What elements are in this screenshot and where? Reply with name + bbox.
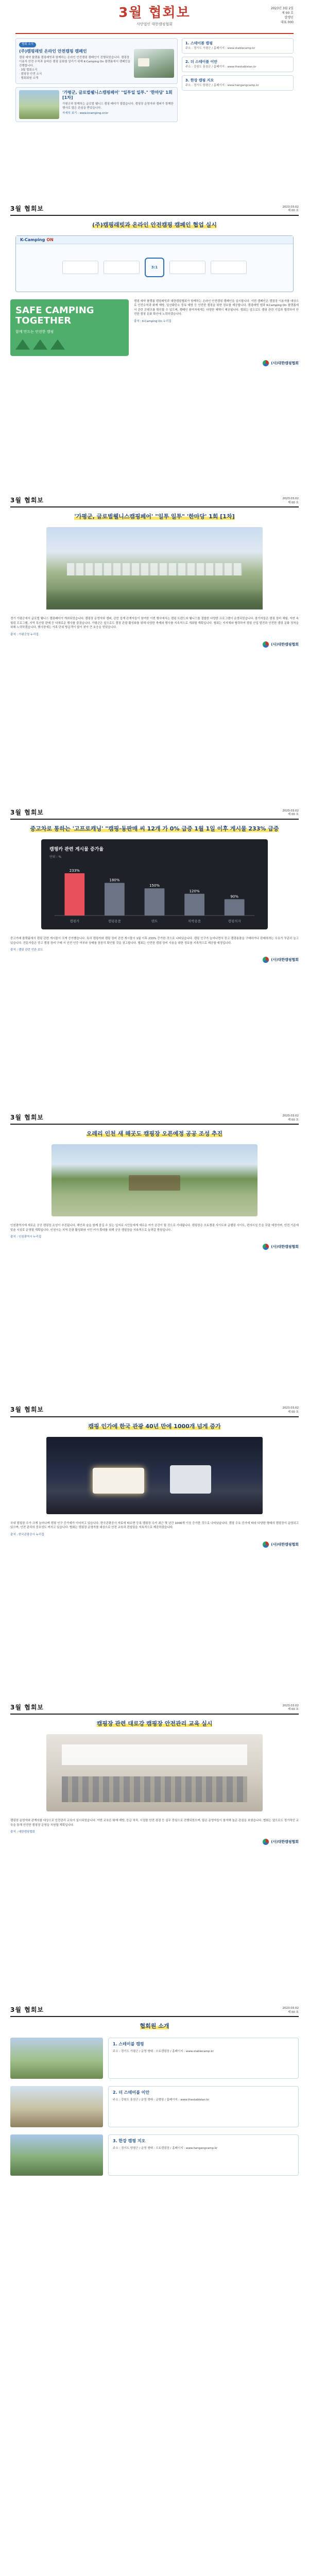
article-section [0,1107,309,1250]
chart-category-label: 차박용품 [188,919,201,923]
org-logo-icon [263,1244,269,1250]
article-section [0,1399,309,1547]
section-label: 3월 협회보 [10,1114,44,1122]
article-headline: 중고차로 통하는 '고프로캐닝' "캠핑·동판매 씨 12개 가 0% 급증 1월 1일 이후 게시물 233% 급증 [30,825,279,833]
section-label: 3월 협회보 [10,2006,44,2014]
article-section [0,1697,309,1845]
article-body: 국내 캠핑장 수가 크게 늘어나며 캠핑 인구 증가세가 이어지고 있습니다. 한국관광공사 자료에 따르면 등록 캠핑장 수가 최근 몇 년간 1000개 이상 증가한 것으로 나타났습니다. 캠핑 수요 증가에 따라 다양한 형태의 캠핑장이 운영되고 있으며, 안전 관리의 중요성도 커지고 있습니다. 협회는 캠핑장 운영자를 대상으로 안전 교육과 컨설팅을 지속적으로 제공하겠습니다. [10,1521,299,1530]
cover [0,0,309,126]
article-headline: 오레리 인천 새 해곳도 캠핑장 오픈예정 공공 조성 추진 [86,1130,223,1138]
org-logo-icon [263,957,269,963]
org-logo-icon [263,641,269,648]
divider [10,1714,299,1715]
campaign-badge: 3:1 [145,258,164,277]
table-of-contents [15,34,294,126]
newsletter-title: 3월 협회보 [118,5,191,21]
chart-data-label: 180% [109,878,120,883]
chart-data-label: 120% [189,889,200,893]
chart-data-label: 150% [149,884,160,888]
tent-icon [50,340,65,350]
publisher-name: 사단법인 대한캠핑협회 [136,22,173,26]
org-logo-icon [263,1839,269,1845]
section-meta: 2023.03.02 제 00 호 [282,1704,299,1711]
section-label: 3월 협회보 [10,1406,44,1414]
member-row [10,2038,299,2079]
chart-data-label: 233% [69,868,80,873]
article-body: 캠핑 예약 플랫폼 캠핑래빗과 대한캠핑협회가 함께하는 온라인 안전캠핑 캠페인을 실시합니다. 이번 캠페인은 캠핑장 이용자를 대상으로 안전수칙과 화재 예방, 일산화탄소 중독 예방 등 안전한 캠핑을 위한 정보를 제공합니다. 캠핑래빗 앱과 K-Camping On 플랫폼에서 관련 콘텐츠를 확인할 수 있으며, 캠페인 참여자에게는 다양한 혜택이 제공됩니다. 협회는 앞으로도 캠핑 관련 기업과 협력하여 안전한 캠핑 문화 확산에 노력하겠습니다. [134,299,299,316]
fair-thumbnail [19,90,59,119]
article-source[interactable]: 출처 : 가평군청 누리집 [10,633,39,636]
article-section [0,490,309,648]
member-summary-card[interactable]: 1. 스테이블 캠핑 주소 : 경기도 가평군 / 홈페이지 : www.stablecamp.kr [182,38,294,54]
chart-data-label: 90% [230,894,238,899]
divider [10,1124,299,1125]
growth-chart [41,839,268,929]
org-logo: (사)대한캠핑협회 [10,360,299,366]
member-photo [10,2134,103,2176]
campervan-photo [46,1437,263,1514]
divider [10,2016,299,2017]
issue-meta: 2023년 3월 2일 제 00 호 발행인 대표 000 [270,7,294,24]
article-body: 중고거래 플랫폼에서 캠핑 관련 게시물이 크게 증가했습니다. 특히 캠핑카와 캠핑 장비 관련 게시물이 1월 이후 233% 증가한 것으로 나타났습니다. 캠핑 인구가 늘어나면서 중고 캠핑용품을 구매하거나 판매하려는 수요가 꾸준히 늘고 있습니다. 전문가들은 중고 캠핑 장비 구매 시 안전 인증 여부와 상태를 꼼꼼히 확인할 것을 권고합니다. 협회는 안전한 캠핑 장비 사용을 위한 정보를 지속적으로 제공할 예정입니다. [10,937,299,945]
org-logo: (사)대한캠핑협회 [10,957,299,963]
campsite-photo [52,1144,258,1216]
member-photo [10,2038,103,2079]
divider [10,215,299,216]
section-meta: 2023.03.02 제 00 호 [282,1114,299,1122]
section-label: 3월 협회보 [10,1703,44,1711]
training-photo [46,1734,263,1811]
article-source[interactable]: 출처 : 대한캠핑협회 [10,1831,35,1834]
article-body: 경기 가평군에서 글로벌 웰니스 캠핑페어가 개최되었습니다. 캠핑장 운영자와 캠퍼, 관련 업계 관계자들이 참여한 이번 행사에서는 캠핑 트렌드와 웰니스를 결합한 다양한 프로그램이 운영되었습니다. 참가자들은 캠핑 장비 체험, 자연 속 힐링 프로그램, 지역 특산물 판매 등 다채로운 행사를 즐겼습니다. 가평군은 앞으로도 캠핑 관광 활성화를 위해 다양한 축제와 행사를 지속적으로 개최할 계획입니다. 협회는 지자체와 협력하여 캠핑 산업 발전과 안전한 캠핑 문화 정착을 위해 노력하겠습니다. 행사장에는 가족 단위 방문객이 많이 찾아 큰 호응을 얻었습니다. [10,617,299,630]
tent-icon [15,340,30,350]
article-headline: 협회원 소개 [140,2023,169,2030]
member-summary-card[interactable]: 2. 더 스테이블 이안 주소 : 강원도 홍천군 / 홈페이지 : www.thestableian.kr [182,57,294,72]
chart-category-label: 캠핑의자 [228,919,241,923]
divider [10,506,299,507]
article-section [0,802,309,963]
chart-bar [225,899,245,916]
article-headline: 캠핑장 관련 대로강 캠핑장 안전관리 교육 실시 [96,1720,213,1727]
divider [10,1416,299,1417]
member-row [10,2086,299,2127]
toc-item[interactable]: 협회 소식 (주)캠핑래빗 온라인 안전캠핑 캠페인 캠핑 예약 플랫폼 캠핑래빗과 함께하는 온라인 안전캠핑 캠페인이 진행되었습니다. 캠핑장 이용자 안전 수칙과 올바른 캠핑 문화를 알리기 위해 K-Camping On 플랫폼에서 캠페인을 진행합니다. · 3월 협회소식 · 캠핑장 안전 소식 · 협회회원 소개 [15,38,178,84]
member-card[interactable]: 3. 한강 캠핑 지오 주소 : 경기도 양평군 / 운영 형태 : 오토캠핑장 / 홈페이지 : www.hangangcamp.kr [108,2134,299,2176]
toc-title: '가평군, 글로벌웰니스캠핑페어' "일투일 일투." '한마당' 1회 [1차] [62,90,173,100]
section-meta: 2023.03.02 제 00 호 [282,809,299,817]
chart-bar [145,888,165,916]
section-label: 3월 협회보 [10,496,44,504]
article-source[interactable]: 출처 : 캠핑 관련 언론 보도 [10,948,43,952]
article-source[interactable]: 출처 : K-Camping On 누리집 [134,319,171,323]
toc-title: (주)캠핑래빗 온라인 안전캠핑 캠페인 [19,48,87,54]
org-logo-icon [263,360,269,366]
member-photo [10,2086,103,2127]
article-source[interactable]: 출처 : 인천광역시 누리집 [10,1235,42,1239]
org-logo: (사)대한캠핑협회 [10,1541,299,1548]
article-source[interactable]: 출처 : 한국관광공사 누리집 [10,1533,44,1536]
member-card[interactable]: 2. 더 스테이블 이안 주소 : 강원도 홍천군 / 운영 형태 : 글램핑 / 홈페이지 : www.thestableian.kr [108,2086,299,2127]
chart-category-label: 캠핑용품 [108,919,121,923]
member-row [10,2134,299,2176]
org-logo-icon [263,1541,269,1548]
campaign-thumbnail [134,49,174,78]
member-section [0,1999,309,2176]
campaign-poster: SAFE CAMPING TOGETHER 함께 만드는 안전한 캠핑 [10,299,129,356]
chart-bar [184,894,204,916]
divider [10,819,299,820]
member-card[interactable]: 1. 스테이블 캠핑 주소 : 경기도 가평군 / 운영 형태 : 오토캠핑장 / 홈페이지 : www.stablecamp.kr [108,2038,299,2079]
org-logo: (사)대한캠핑협회 [10,641,299,648]
toc-item[interactable] [15,87,178,122]
chart-bar [105,883,125,915]
toc-label: 협회 소식 [19,42,36,47]
org-logo: (사)대한캠핑협회 [10,1244,299,1250]
section-label: 3월 협회보 [10,808,44,816]
chart-title: 캠핑카 관련 게시물 증가율 [49,847,104,853]
campaign-screenshot: K-Camping ON 3:1 [15,235,294,292]
fair-photo [46,527,263,609]
chart-category-label: 텐트 [151,919,158,923]
article-section [0,198,309,366]
bar-chart-svg [49,863,260,925]
section-meta: 2023.03.02 제 00 호 [282,2007,299,2014]
chart-unit: 단위 : % [49,855,62,859]
chart-category-label: 캠핑카 [70,919,80,923]
org-logo: (사)대한캠핑협회 [10,1839,299,1845]
article-headline: 캠핑 인가에 한국 관광 40년 만에 1000개 넘게 증가 [88,1422,221,1430]
section-meta: 2023.03.02 제 00 호 [282,1406,299,1414]
article-body: 캠핑장 운영자와 관계자를 대상으로 안전관리 교육이 실시되었습니다. 이번 교육은 화재 예방, 응급 처치, 시설물 안전 점검 등 실무 중심으로 진행되었으며, 많은 운영자들이 참석해 높은 관심을 보였습니다. 협회는 앞으로도 정기적인 교육을 통해 안전한 캠핑장 운영을 지원할 계획입니다. [10,1819,299,1827]
section-label: 3월 협회보 [10,205,44,212]
chart-bar [64,873,84,916]
article-body: 인천광역시에 새로운 공공 캠핑장 조성이 추진됩니다. 해안과 숲을 함께 즐길 수 있는 입지로 시민들에게 새로운 여가 공간이 될 것으로 기대됩니다. 캠핑장은 오토캠핑 사이트와 글램핑 사이트, 편의시설 등을 갖출 예정이며, 안전 기준에 맞춘 시설로 운영될 계획입니다. 인천시는 지역 관광 활성화와 시민 여가 확대를 위해 공공 캠핑장을 지속적으로 늘려갈 방침입니다. [10,1224,299,1232]
toc-desc: 가평군과 함께하는 글로벌 웰니스 캠핑 페어가 열렸습니다. 캠핑장 운영자와 캠퍼가 함께한 행사로 많은 관심을 받았습니다. [62,103,174,110]
section-meta: 2023.03.02 제 00 호 [282,205,299,213]
article-headline: (주)캠핑래빗과 온라인 안전캠핑 캠페인 협업 실시 [92,221,217,228]
toc-desc: 캠핑 예약 플랫폼 캠핑래빗과 함께하는 온라인 안전캠핑 캠페인이 진행되었습니다. 캠핑장 이용자 안전 수칙과 올바른 캠핑 문화를 알리기 위해 K-Camping On 플랫폼에서 캠페인을 진행합니다. [19,56,131,67]
article-headline: '가평군, 글로벌웰니스캠핑페어' "일투 일투" '한마당' 1회 [1차] [74,513,235,520]
toc-link[interactable]: 자세히 보기 : www.kcamping.or.kr [62,112,109,115]
member-summary-card[interactable]: 3. 한강 캠핑 지오 주소 : 경기도 양평군 / 홈페이지 : www.hangangcamp.kr [182,75,294,91]
cover-header [15,4,294,34]
section-meta: 2023.03.02 제 00 호 [282,497,299,504]
tent-icon [33,340,47,350]
